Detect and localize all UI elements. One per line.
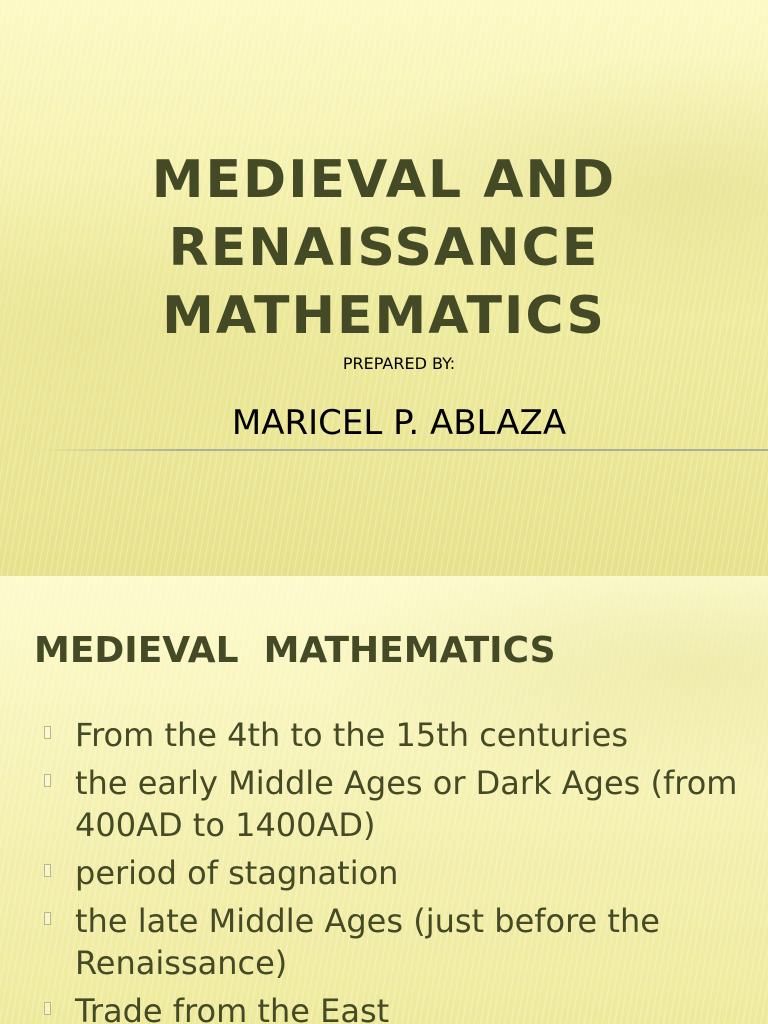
list-item — [0, 714, 768, 756]
bullet-icon — [44, 774, 51, 787]
list-item — [0, 900, 768, 984]
title-line-2: RENAISSANCE — [168, 218, 600, 278]
bullet-icon — [44, 912, 51, 925]
bullet-text: the early Middle Ages or Dark Ages (from 400AD to 1400AD) — [75, 764, 738, 844]
bullet-icon — [44, 726, 51, 739]
list-item — [0, 990, 768, 1024]
list-item — [0, 762, 768, 846]
bullet-text: Trade from the East — [75, 992, 390, 1024]
slide-title — [0, 146, 768, 350]
bullet-icon — [44, 864, 51, 877]
bullet-text: the late Middle Ages (just before the Renaissance) — [75, 902, 660, 982]
list-item — [0, 852, 768, 894]
bullet-text: period of stagnation — [75, 854, 399, 892]
title-line-3: MATHEMATICS — [162, 286, 606, 346]
title-line-1: MEDIEVAL AND — [151, 150, 617, 210]
bullet-icon — [44, 1002, 51, 1015]
bullet-text: From the 4th to the 15th centuries — [75, 716, 628, 754]
author-name: MARICEL P. ABLAZA — [231, 403, 567, 443]
content-slide — [0, 576, 768, 1024]
prepared-by-label: PREPARED BY: — [342, 354, 456, 373]
bullet-list — [0, 714, 768, 1024]
divider-line — [40, 449, 768, 451]
slide-heading: MEDIEVAL MATHEMATICS — [34, 630, 556, 671]
